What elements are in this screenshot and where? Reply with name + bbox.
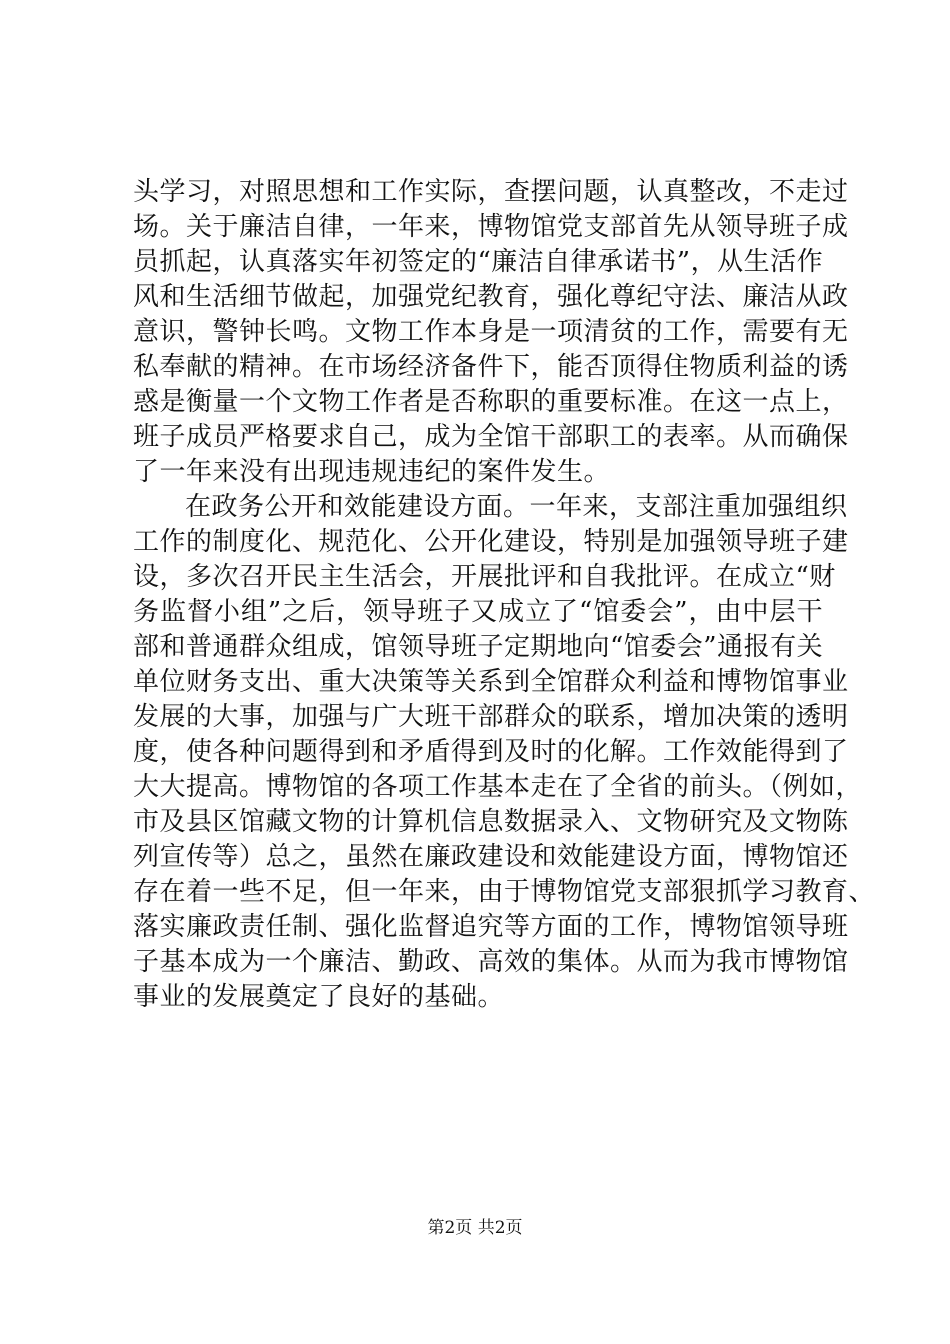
text-line: 设，多次召开民主生活会，开展批评和自我批评。在成立“财 <box>133 562 836 592</box>
page-number-footer: 第2页 共2页 <box>427 1218 523 1238</box>
text-line: 发展的大事，加强与广大班干部群众的联系，增加决策的透明 <box>133 702 849 732</box>
text-line: 意识，警钟长鸣。文物工作本身是一项清贫的工作，需要有无 <box>133 317 849 347</box>
paragraph-2 <box>133 490 876 1015</box>
text-line: 单位财务支出、重大决策等关系到全馆群众利益和博物馆事业 <box>133 667 849 697</box>
text-line: 风和生活细节做起，加强党纪教育，强化尊纪守法、廉洁从政 <box>133 282 849 312</box>
text-line: 私奉献的精神。在市场经济备件下，能否顶得住物质利益的诱 <box>133 352 849 382</box>
text-line: 工作的制度化、规范化、公开化建设，特别是加强领导班子建 <box>133 527 849 557</box>
text-line: 市及县区馆藏文物的计算机信息数据录入、文物研究及文物陈 <box>133 807 849 837</box>
text-line: 存在着一些不足，但一年来，由于博物馆党支部狠抓学习教育、 <box>133 877 876 907</box>
text-line: 落实廉政责任制、强化监督追究等方面的工作，博物馆领导班 <box>133 912 849 942</box>
text-line: 了一年来没有出现违规违纪的案件发生。 <box>133 457 611 487</box>
text-line: 大大提高。博物馆的各项工作基本走在了全省的前头。（例如， <box>133 772 863 802</box>
text-line: 务监督小组”之后，领导班子又成立了“馆委会”，由中层干 <box>133 597 823 627</box>
text-line: 部和普通群众组成，馆领导班子定期地向“馆委会”通报有关 <box>133 632 824 662</box>
text-line: 事业的发展奠定了良好的基础。 <box>133 982 505 1012</box>
text-line: 度，使各种问题得到和矛盾得到及时的化解。工作效能得到了 <box>133 737 849 767</box>
text-line: 头学习，对照思想和工作实际，查摆问题，认真整改，不走过 <box>133 177 849 207</box>
text-line: 班子成员严格要求自己，成为全馆干部职工的表率。从而确保 <box>133 422 849 452</box>
document-body <box>133 175 876 1015</box>
text-line: 列宣传等）总之，虽然在廉政建设和效能建设方面，博物馆还 <box>133 842 849 872</box>
text-line: 惑是衡量一个文物工作者是否称职的重要标准。在这一点上， <box>133 387 849 417</box>
text-line: 场。关于廉洁自律，一年来，博物馆党支部首先从领导班子成 <box>133 212 849 242</box>
text-line: 员抓起，认真落实年初签定的“廉洁自律承诺书”，从生活作 <box>133 247 824 277</box>
text-line: 子基本成为一个廉洁、勤政、高效的集体。从而为我市博物馆 <box>133 947 849 977</box>
paragraph-1 <box>133 175 849 490</box>
text-line: 在政务公开和效能建设方面。一年来，支部注重加强组织 <box>185 492 848 522</box>
